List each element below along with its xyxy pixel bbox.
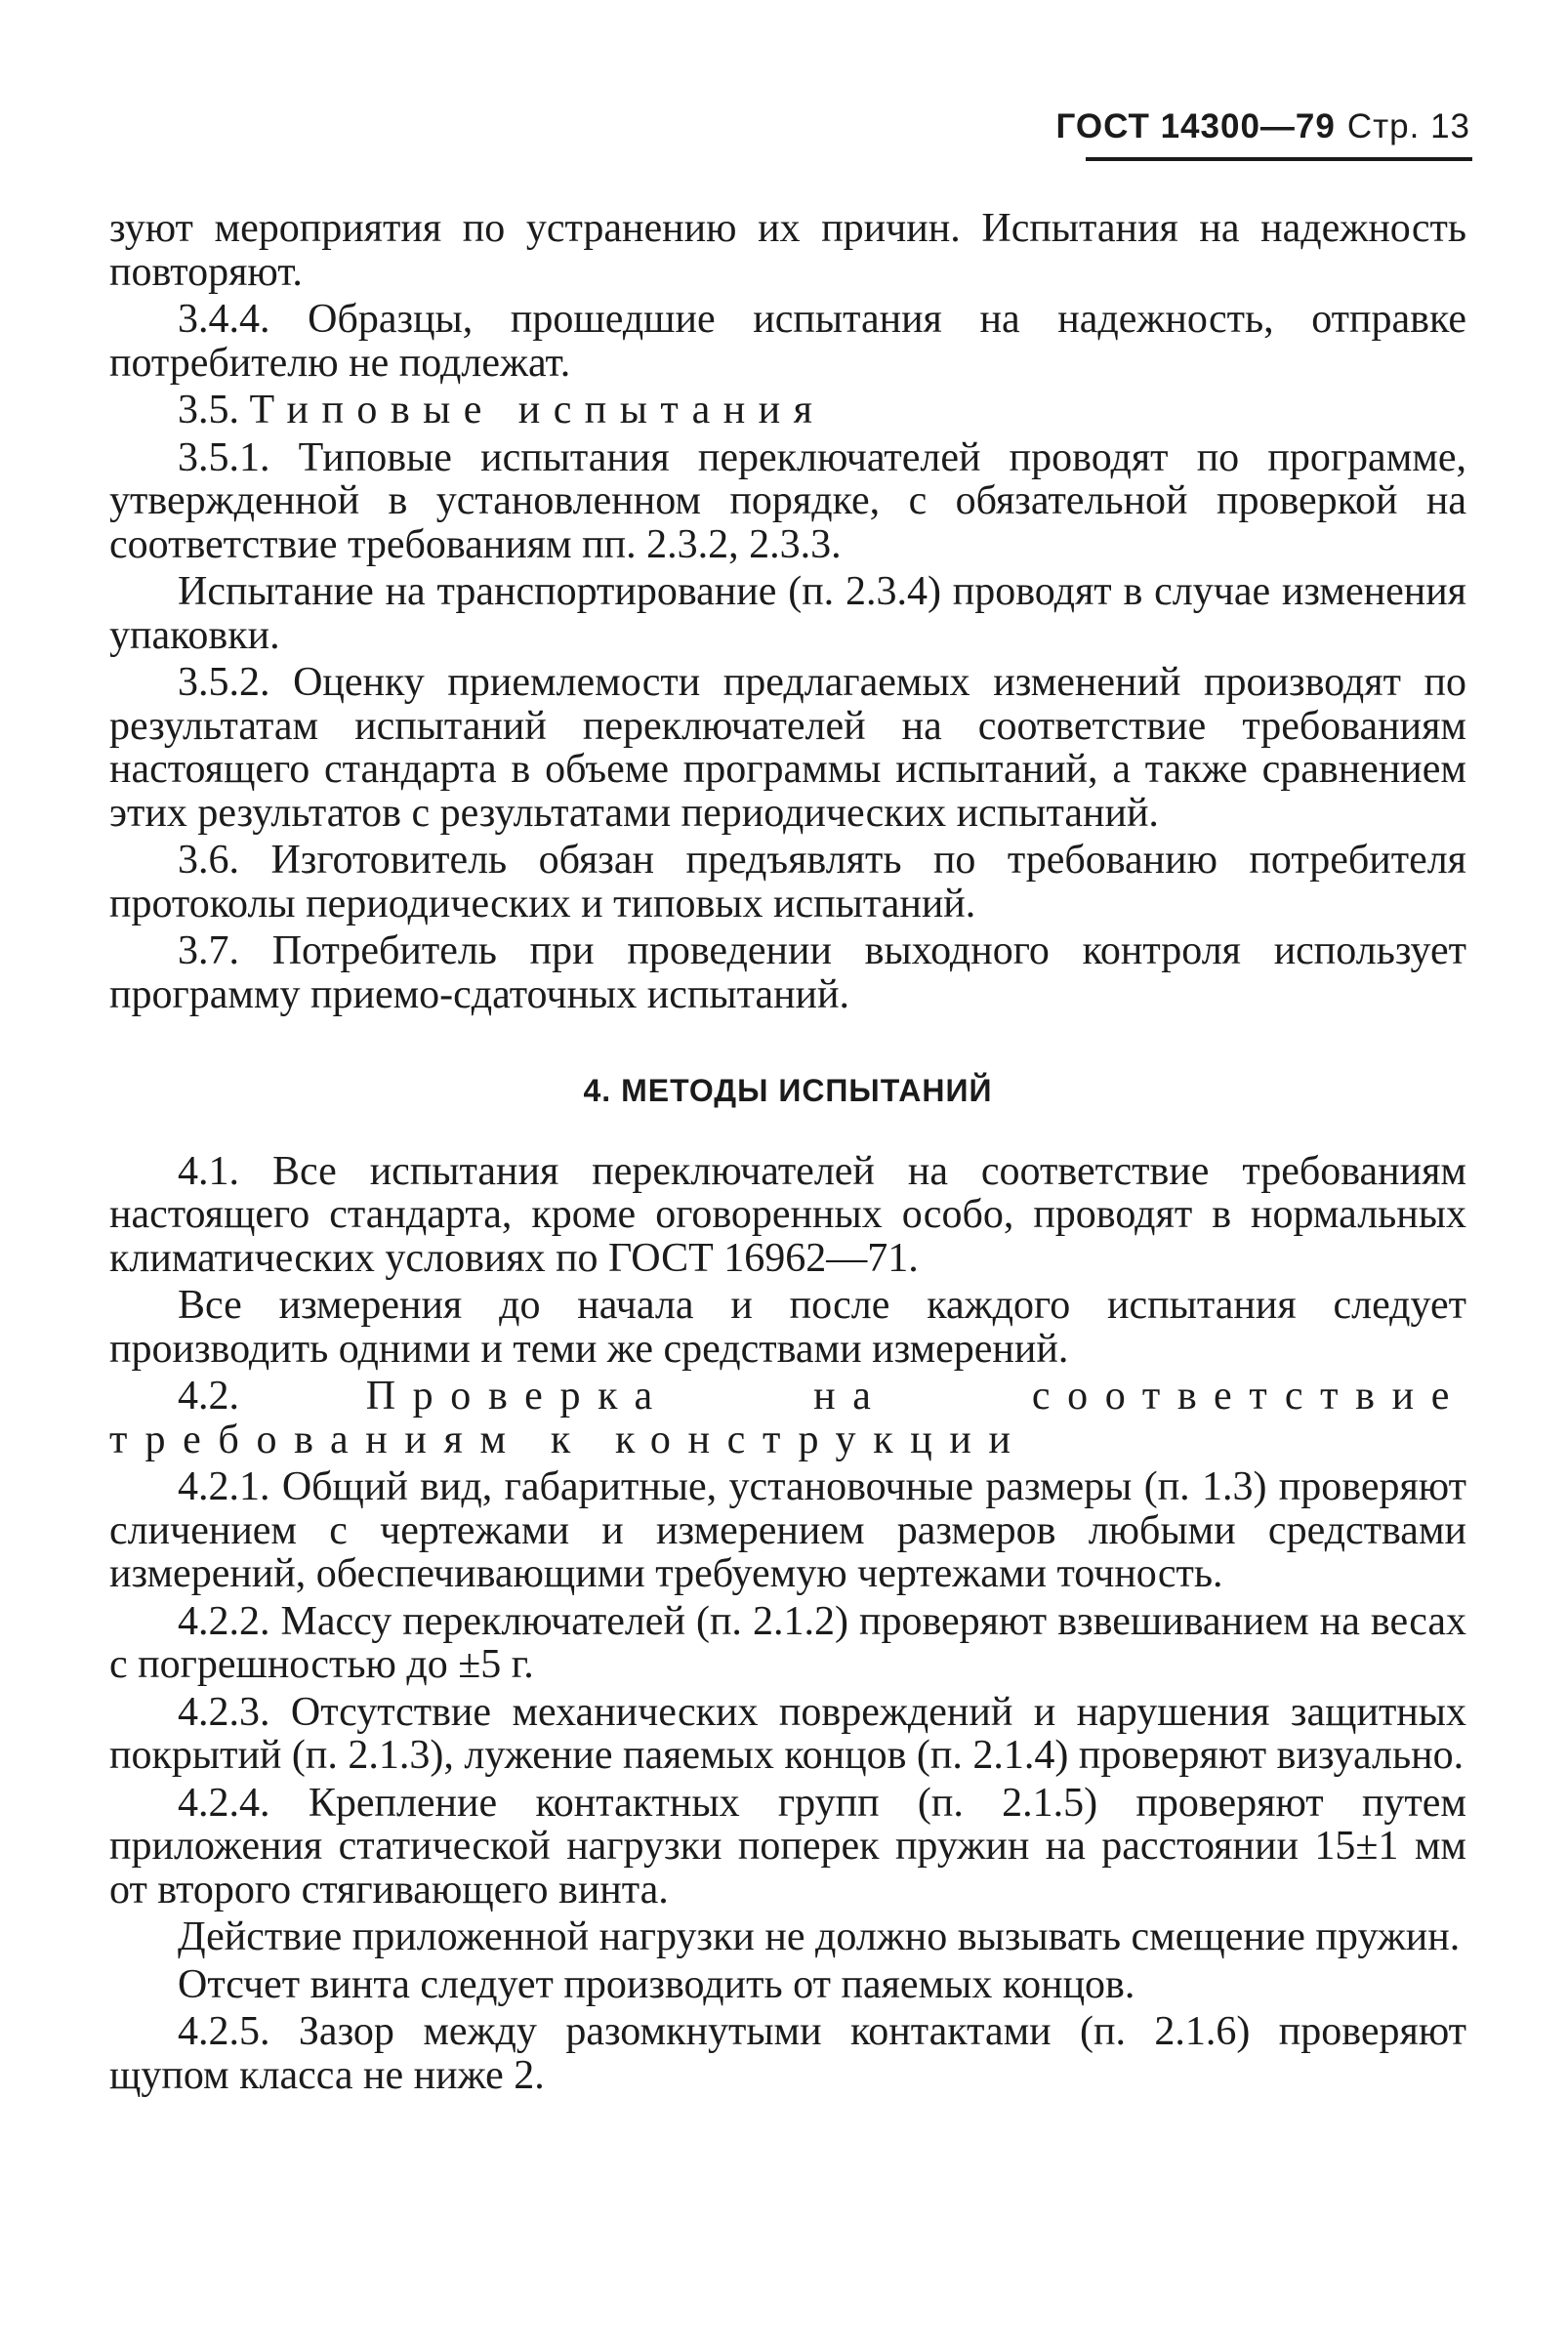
- paragraph-4-2-5: 4.2.5. Зазор между разомкнутыми контактами (п. 2.1.6) проверяют щупом класса не ниже 2.: [109, 2009, 1466, 2098]
- subsection-4-2-heading: [109, 1375, 1466, 1461]
- paragraph-3-4-3-continuation: зуют мероприятия по устранению их причин. Испытания на надежность повторяют.: [109, 206, 1466, 295]
- paragraph-3-5-1-transport: Испытание на транспортирование (п. 2.3.4) проводят в случае изменения упаковки.: [109, 569, 1466, 658]
- paragraph-4-2-3: 4.2.3. Отсутствие механических повреждений и нарушения защитных покрытий (п. 2.1.3), лужение паяемых концов (п. 2.1.4) проверяют визуально.: [109, 1689, 1466, 1778]
- paragraph-4-2-4-reading: Отсчет винта следует производить от паяемых концов.: [178, 1961, 1135, 2007]
- paragraph-3-4-4: 3.4.4. Образцы, прошедшие испытания на надежность, отправке потребителю не подлежат.: [109, 297, 1466, 386]
- standard-number: ГОСТ 14300—79: [1055, 107, 1336, 145]
- paragraph-4-1-measurements: Все измерения до начала и после каждого испытания следует производить одними и теми же средствами измерений.: [109, 1283, 1466, 1372]
- paragraph-3-5-1: 3.5.1. Типовые испытания переключателей проводят по программе, утвержденной в установленном порядке, с обязательной проверкой на соответствие требованиям пп. 2.3.2, 2.3.3.: [109, 434, 1466, 567]
- subsection-number: 4.2.: [178, 1374, 239, 1419]
- paragraph-3-5-2: 3.5.2. Оценку приемлемости предлагаемых изменений производят по результатам испытаний переключателей на соответствие требованиям настоящего стандарта в объеме программы испытаний, а также сравнением этих результатов с результатами периодических испытаний.: [109, 660, 1466, 836]
- subsection-3-5-heading: [109, 389, 1466, 432]
- subsection-title: Проверка на соответствие требованиям к конструкции: [109, 1374, 1466, 1462]
- subsection-number: 3.5.: [178, 388, 239, 432]
- header-rule: [1086, 157, 1472, 161]
- document-body: [109, 207, 1466, 2097]
- paragraph-4-1: 4.1. Все испытания переключателей на соответствие требованиям настоящего стандарта, кроме оговоренных особо, проводят в нормальных климатических условиях по ГОСТ 16962—71.: [109, 1148, 1466, 1281]
- page-header: [1055, 107, 1470, 146]
- paragraph-4-2-2: 4.2.2. Массу переключателей (п. 2.1.2) проверяют взвешиванием на весах с погрешностью до ±5 г.: [109, 1598, 1466, 1687]
- paragraph-4-2-4: 4.2.4. Крепление контактных групп (п. 2.1.5) проверяют путем приложения статической нагрузки поперек пружин на расстоянии 15±1 мм от второго стягивающего винта.: [109, 1780, 1466, 1913]
- paragraph-4-2-1: 4.2.1. Общий вид, габаритные, установочные размеры (п. 1.3) проверяют сличением с чертежами и измерением размеров любыми средствами измерений, обеспечивающими требуемую чертежами точность.: [109, 1464, 1466, 1596]
- page-number: Стр. 13: [1346, 107, 1470, 145]
- subsection-title: Типовые испытания: [249, 388, 826, 432]
- paragraph-3-7: 3.7. Потребитель при проведении выходного контроля использует программу приемо-сдаточных испытаний.: [109, 928, 1466, 1017]
- section-4-heading: 4. МЕТОДЫ ИСПЫТАНИЙ: [583, 1073, 993, 1108]
- paragraph-3-6: 3.6. Изготовитель обязан предъявлять по требованию потребителя протоколы периодических и типовых испытаний.: [109, 838, 1466, 926]
- paragraph-4-2-4-load: Действие приложенной нагрузки не должно вызывать смещение пружин.: [178, 1914, 1461, 1959]
